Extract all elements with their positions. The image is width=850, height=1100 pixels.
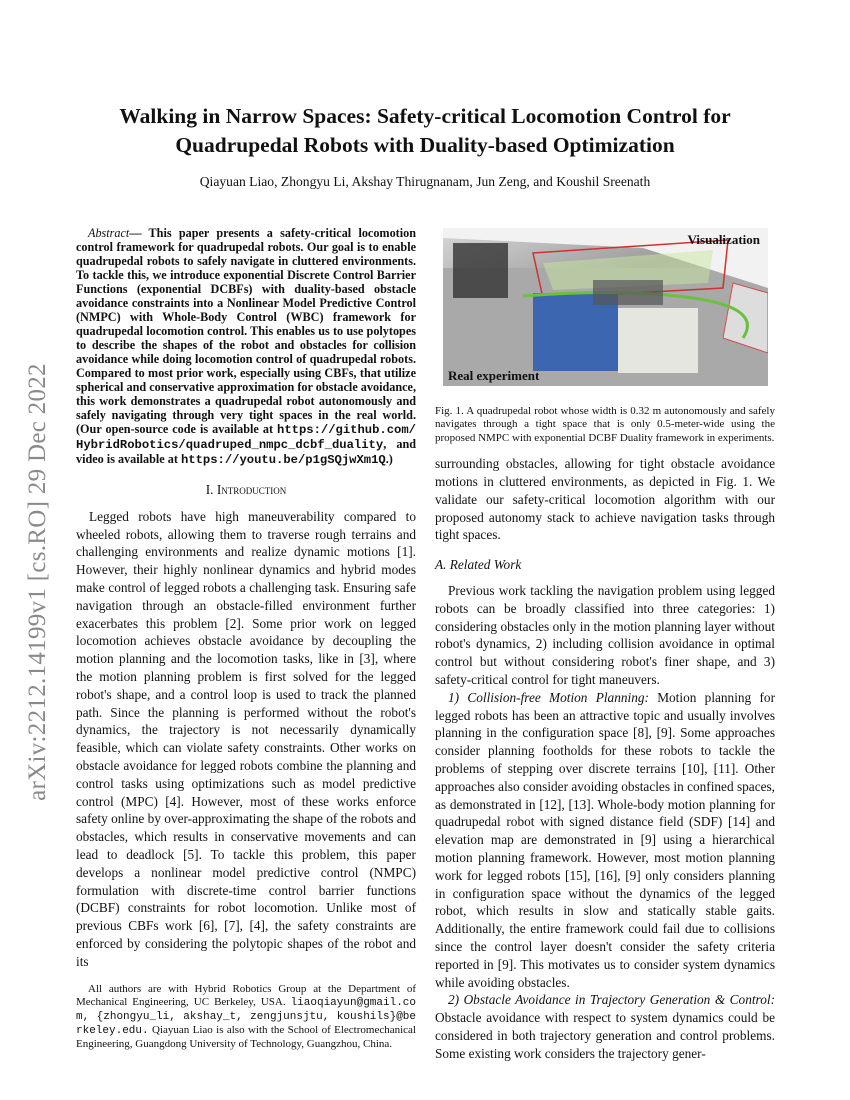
- abstract: [76, 226, 416, 467]
- abstract-text: — This paper presents a safety-critical locomotion control framework for quadrupedal robots. Our goal is to enable quadrupedal robots to safely navigate in cluttered environments. To tackle this, we introduce exponential Discrete Control Barrier Functions (exponential DCBFs) with duality-based obstacle avoidance constraints into a Nonlinear Model Predictive Control (NMPC) with Whole-Body Control (WBC) framework for quadrupedal locomotion control. This enables us to use polytopes to describe the shapes of the robot and obstacles for collision avoidance while doing locomotion control of quadrupedal robots. Compared to most prior work, especially using CBFs, that utilize spherical and conservative approximation for obstacle avoidance, this work demonstrates a quadrupedal robot autonomously and safely navigating through very tight spaces in the real world. (Our open-source code is available at: [76, 226, 416, 436]
- title-line: Walking in Narrow Spaces: Safety-critical Locomotion Control for: [119, 104, 731, 128]
- paragraph-heading: 1) Collision-free Motion Planning:: [448, 689, 649, 705]
- video-link[interactable]: https://youtu.be/p1gSQjwXm1Q: [180, 453, 386, 467]
- robot-scene-illustration: [443, 228, 768, 386]
- right-column-text: [435, 455, 775, 1062]
- paragraph: surrounding obstacles, allowing for tight obstacle avoidance motions in cluttered environments, as depicted in Fig. 1. We validate our safety-critical locomotion algorithm with our proposed autonomy stack to achieve navigation tasks through tight spaces.: [435, 456, 775, 543]
- figure-1-image: [443, 228, 768, 386]
- paragraph: [435, 689, 775, 992]
- paragraph-text: Obstacle avoidance with respect to system dynamics could be considered in both trajectory generation and control problems. Some existing work considers the trajectory gener-: [435, 1010, 775, 1061]
- figure-caption: Fig. 1. A quadrupedal robot whose width is 0.32 m autonomously and safely navigates through a tight space that is only 0.5-meter-wide using the proposed NMPC with exponential DCBF Duality framework in experiments.: [435, 405, 775, 444]
- subsection-heading: A. Related Work: [435, 557, 522, 573]
- visualization-label: Visualization: [687, 232, 760, 247]
- abstract-text: , and video is available at: [76, 437, 416, 466]
- footnote: [76, 971, 416, 1052]
- footnote-text: All authors are with Hybrid Robotics Group at the Department of Mechanical Engineering, UC Berkeley, USA.: [76, 982, 416, 1008]
- author-list: Qiayuan Liao, Zhongyu Li, Akshay Thirugnanam, Jun Zeng, and Koushil Sreenath: [199, 174, 651, 189]
- paragraph: [435, 991, 775, 1062]
- footnote-text: Qiayuan Liao is also with the School of Electromechanical Engineering, Guangdong University of Technology, Guangzhou, China.: [76, 1024, 416, 1051]
- section-heading: I. Introduction: [205, 482, 287, 497]
- arxiv-stamp: arXiv:2212.14199v1 [cs.RO] 29 Dec 2022: [24, 363, 51, 801]
- paper-header: [60, 102, 790, 190]
- code-link[interactable]: https://github.com/HybridRobotics/quadruped_nmpc_dcbf_duality: [76, 423, 416, 452]
- footnote-emails: liaoqiayun@gmail.com, {zhongyu_li, akshay_t, zengjunsjtu, koushils}@berkeley.edu.: [76, 996, 416, 1038]
- abstract-label: Abstract: [88, 226, 130, 240]
- abstract-text: .): [385, 452, 393, 466]
- paragraph: Legged robots have high maneuverability compared to wheeled robots, allowing them to traverse rough terrains and challenging environments and realize dynamic motions [1]. However, their highly nonlinear dynamics and hybrid modes make control of legged robots a challenging task. Ensuring safe navigation through an obstacle-filled environment further exacerbates this problem [2]. Some prior work on legged locomotion achieves obstacle avoidance by decoupling the motion planning and the locomotion tasks, like in [3], where the motion planning problem is first solved for the legged robot's shape, and a control loop is used to track the planned path. Since the planning is performed without the robot's dynamics, the trajectory is not necessarily dynamically feasible, which can violate safety constraints. Other works on obstacle avoidance for legged robots combine the planning and control tasks using optimizations such as model predictive control (MPC) [4]. However, most of these works enforce safety online by over-approximating the shape of the robots and obstacles, which results in conservative movements and can lead to deadlock [5]. To tackle this problem, this paper develops a nonlinear model predictive control (NMPC) formulation with discrete-time control barrier functions (DCBF) constraints for robot locomotion. Unlike most of previous CBFs work [6], [7], [4], the safety constraints are enforced by considering the polytopic shapes of the robot and its: [76, 508, 416, 969]
- real-experiment-label: Real experiment: [448, 368, 540, 383]
- paragraph-heading: 2) Obstacle Avoidance in Trajectory Generation & Control:: [448, 992, 775, 1008]
- paper-title: [60, 102, 790, 160]
- paragraph-text: Motion planning for legged robots has been an attractive topic and usually involves planning in the configuration space [8], [9]. Some approaches consider planning footholds for these robots to tackle the problems of stepping over discrete terrains [10], [11]. Other approaches also consider avoiding obstacles in confined spaces, as demonstrated in [12], [13]. Whole-body motion planning for quadrupedal robot with signed distance field (SDF) [14] and elevation map are demonstrated in [9] using a hierarchical motion planning framework. However, most motion planning work for legged robots [15], [16], [9] only considers planning in configuration space without the dynamics of the legged robot, which results in slow and statically stable gaits. Additionally, the entire framework could fail due to collisions since the control layer doesn't consider the safety criteria reported in [9]. This motivates us to consider system dynamics while avoiding obstacles.: [435, 689, 775, 990]
- right-column: [435, 228, 775, 1063]
- title-line: Quadrupedal Robots with Duality-based Optimization: [175, 133, 675, 157]
- paragraph: Previous work tackling the navigation problem using legged robots can be broadly classified into three categories: 1) considering obstacles only in the motion planning layer without robot's dynamics, 2) including collision avoidance in optimal control but without considering robot's finer shape, and 3) safety-critical control for tight maneuvers.: [435, 583, 775, 687]
- left-column: [76, 226, 416, 1052]
- introduction: [76, 481, 416, 971]
